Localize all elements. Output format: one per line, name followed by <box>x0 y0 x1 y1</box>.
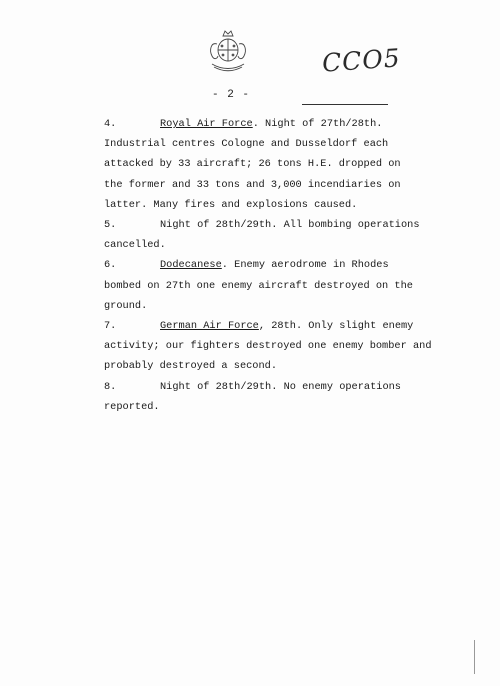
paragraph-line: attacked by 33 aircraft; 26 tons H.E. dropped on <box>104 158 401 171</box>
scan-edge-mark <box>474 640 475 674</box>
paragraph-first-line <box>104 316 414 336</box>
document-body <box>104 114 432 417</box>
header-rule <box>302 104 388 105</box>
royal-crest-icon <box>204 26 252 74</box>
paragraph-heading: Dodecanese <box>160 259 222 272</box>
paragraph-line: cancelled. <box>104 239 166 252</box>
page-number: - 2 - <box>212 89 251 101</box>
paragraph-first-line <box>104 255 404 275</box>
paragraph-6 <box>104 255 413 316</box>
paragraph-number: 6. <box>104 259 117 272</box>
paragraph-line: the former and 33 tons and 3,000 incendiaries on <box>104 178 401 191</box>
paragraph-first-line <box>104 215 420 235</box>
paragraph-4 <box>104 114 404 215</box>
paragraph-text: Night of 28th/29th. No enemy operations <box>160 380 401 393</box>
handwritten-reference: CCO5 <box>321 43 402 78</box>
paragraph-line: latter. Many fires and explosions caused. <box>104 198 358 211</box>
paragraph-number: 8. <box>104 380 117 393</box>
paragraph-heading: German Air Force <box>160 320 259 333</box>
paragraph-line: probably destroyed a second. <box>104 360 278 373</box>
paragraph-line: reported. <box>104 400 160 413</box>
paragraph-line: activity; our fighters destroyed one enemy bomber and <box>104 340 432 353</box>
paragraph-number: 7. <box>104 320 117 333</box>
paragraph-line: bombed on 27th one enemy aircraft destroyed on the <box>104 279 413 292</box>
paragraph-number: 4. <box>104 118 117 130</box>
paragraph-text: , 28th. Only slight enemy <box>258 320 414 333</box>
paragraph-heading: Royal Air Force <box>160 118 253 130</box>
paragraph-5 <box>104 215 420 255</box>
paragraph-first-line <box>104 377 404 397</box>
paragraph-line: Industrial centres Cologne and Dusseldorf each <box>104 138 389 151</box>
paragraph-first-line <box>104 114 404 134</box>
paragraph-8 <box>104 377 404 417</box>
paragraph-text: . Night of 27th/28th. <box>252 118 383 130</box>
paragraph-line: ground. <box>104 299 148 312</box>
paragraph-number: 5. <box>104 219 117 232</box>
paragraph-text: Night of 28th/29th. All bombing operations <box>160 219 420 232</box>
paragraph-text: . Enemy aerodrome in Rhodes <box>221 259 389 272</box>
paragraph-7 <box>104 316 432 377</box>
